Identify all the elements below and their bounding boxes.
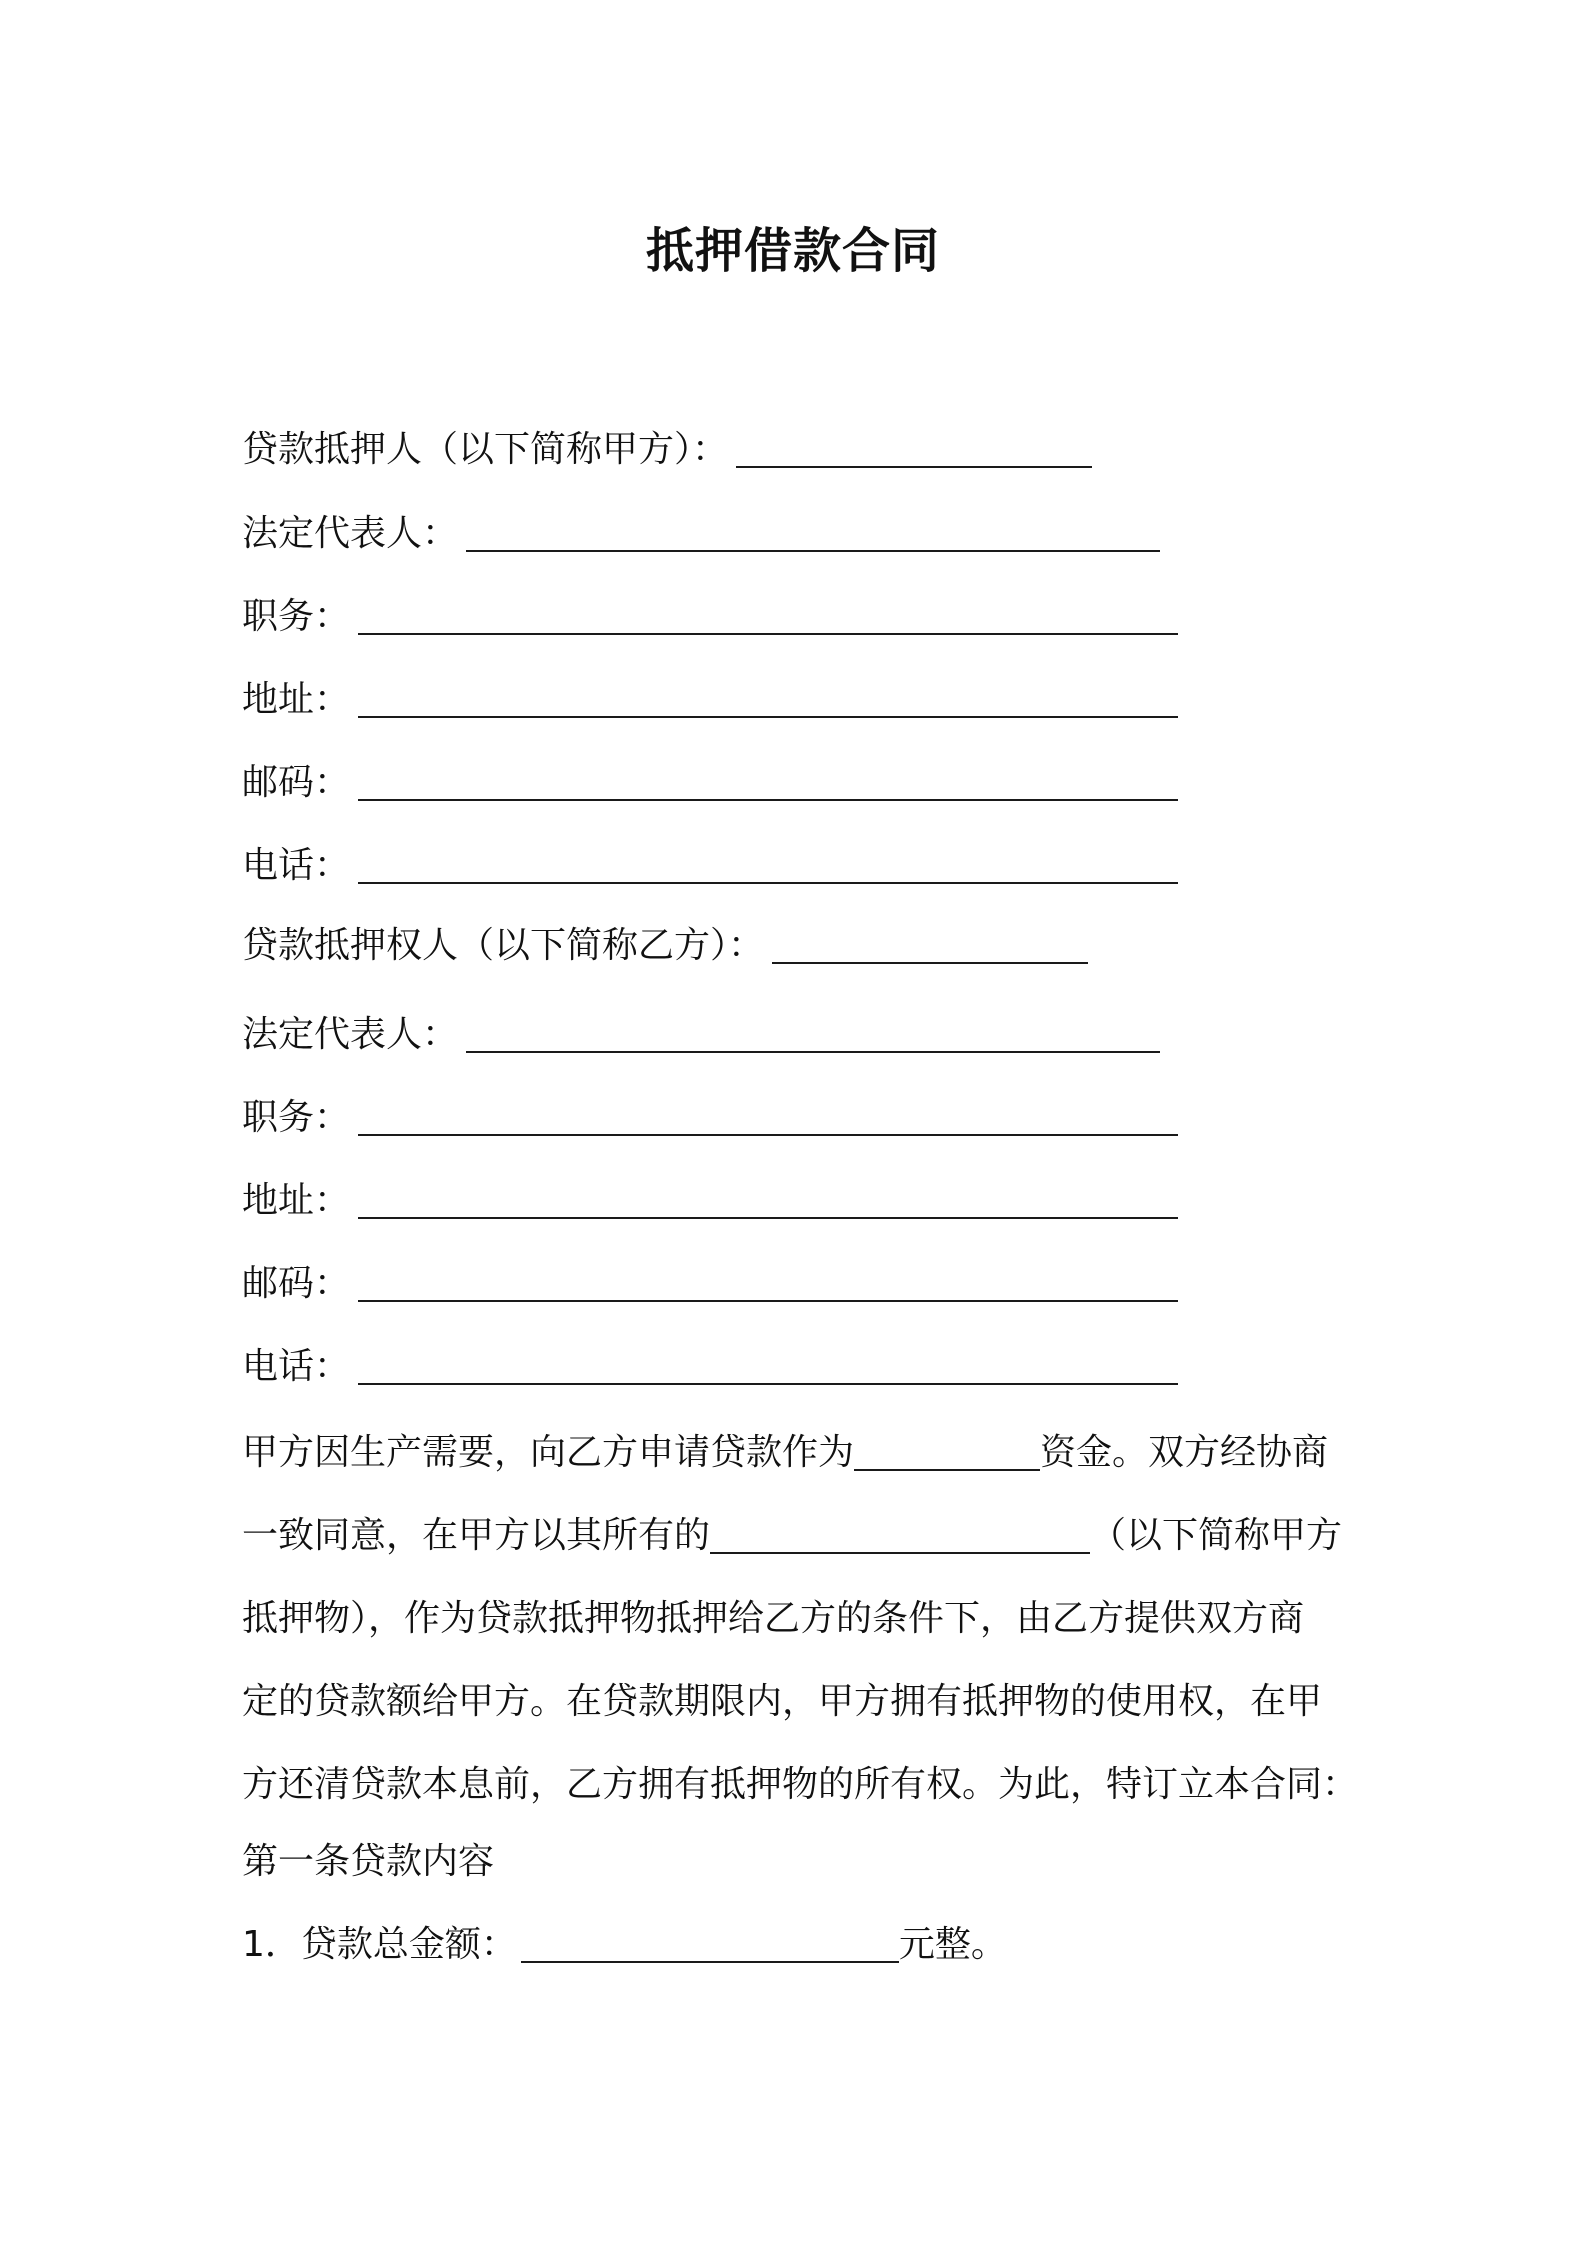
party-a-postcode-blank[interactable] [358, 798, 1178, 801]
party-a-legal-rep-blank[interactable] [466, 549, 1160, 552]
party-b-name-blank[interactable] [772, 961, 1088, 964]
party-b-address-blank[interactable] [358, 1216, 1178, 1219]
loan-amount-suffix: 元整。 [898, 1924, 1007, 1966]
preamble-line-1-end: 资金。双方经协商 [1040, 1432, 1329, 1474]
preamble-line-3-text: 抵押物），作为贷款抵押物抵押给乙方的条件下，由乙方提供双方商 [242, 1598, 1305, 1640]
preamble-line-2-end: （以下简称甲方 [1090, 1515, 1343, 1557]
party-b-legal-rep-label: 法定代表人： [242, 1014, 459, 1056]
party-a-address-blank[interactable] [358, 715, 1178, 718]
party-a-heading-line [242, 410, 1092, 470]
party-b-position-blank[interactable] [358, 1133, 1178, 1136]
party-a-legal-rep-line [242, 494, 1160, 554]
article-1-heading: 第一条贷款内容 [242, 1841, 495, 1883]
party-b-address-line [242, 1161, 1178, 1221]
party-b-postcode-label: 邮码： [242, 1263, 351, 1305]
party-a-position-label: 职务： [242, 596, 351, 638]
preamble-line-3 [242, 1574, 1356, 1657]
party-b-phone-line [242, 1327, 1178, 1387]
preamble-line-2-start: 一致同意，在甲方以其所有的 [242, 1515, 711, 1557]
party-a-address-line [242, 660, 1178, 720]
party-a-phone-label: 电话： [242, 845, 351, 887]
loan-amount-line [242, 1905, 1007, 1965]
party-a-address-label: 地址： [242, 679, 351, 721]
preamble-line-2 [242, 1491, 1356, 1574]
party-b-postcode-blank[interactable] [358, 1299, 1178, 1302]
party-b-address-label: 地址： [242, 1180, 351, 1222]
preamble-line-4 [242, 1657, 1356, 1740]
party-a-postcode-line [242, 743, 1178, 803]
party-b-position-label: 职务： [242, 1097, 351, 1139]
party-b-phone-blank[interactable] [358, 1382, 1178, 1385]
loan-amount-blank[interactable] [521, 1960, 899, 1963]
loan-amount-label: 1．贷款总金额： [242, 1924, 517, 1966]
preamble-paragraph [242, 1408, 1359, 1823]
party-b-phone-label: 电话： [242, 1346, 351, 1388]
party-a-name-blank[interactable] [736, 465, 1092, 468]
party-a-postcode-label: 邮码： [242, 762, 351, 804]
party-b-position-line [242, 1078, 1178, 1138]
collateral-blank[interactable] [710, 1551, 1090, 1554]
party-b-legal-rep-line [242, 995, 1160, 1055]
preamble-line-1-start: 甲方因生产需要，向乙方申请贷款作为 [242, 1432, 855, 1474]
preamble-line-5-text: 方还清贷款本息前，乙方拥有抵押物的所有权。为此，特订立本合同： [242, 1764, 1359, 1806]
fund-purpose-blank[interactable] [854, 1468, 1040, 1471]
document-title: 抵押借款合同 [645, 223, 940, 279]
preamble-line-1 [242, 1408, 1356, 1491]
party-a-position-blank[interactable] [358, 632, 1178, 635]
party-a-heading: 贷款抵押人（以下简称甲方）： [242, 429, 729, 471]
party-a-phone-blank[interactable] [358, 881, 1178, 884]
party-b-heading: 贷款抵押权人（以下简称乙方）： [242, 925, 765, 967]
preamble-line-5 [242, 1740, 1359, 1823]
article-1-heading-line [242, 1822, 494, 1882]
party-b-postcode-line [242, 1244, 1178, 1304]
party-a-position-line [242, 577, 1178, 637]
preamble-line-4-text: 定的贷款额给甲方。在贷款期限内，甲方拥有抵押物的使用权，在甲 [242, 1681, 1323, 1723]
party-a-legal-rep-label: 法定代表人： [242, 513, 459, 555]
party-b-legal-rep-blank[interactable] [466, 1050, 1160, 1053]
party-b-heading-line [242, 906, 1088, 966]
party-a-phone-line [242, 826, 1178, 886]
